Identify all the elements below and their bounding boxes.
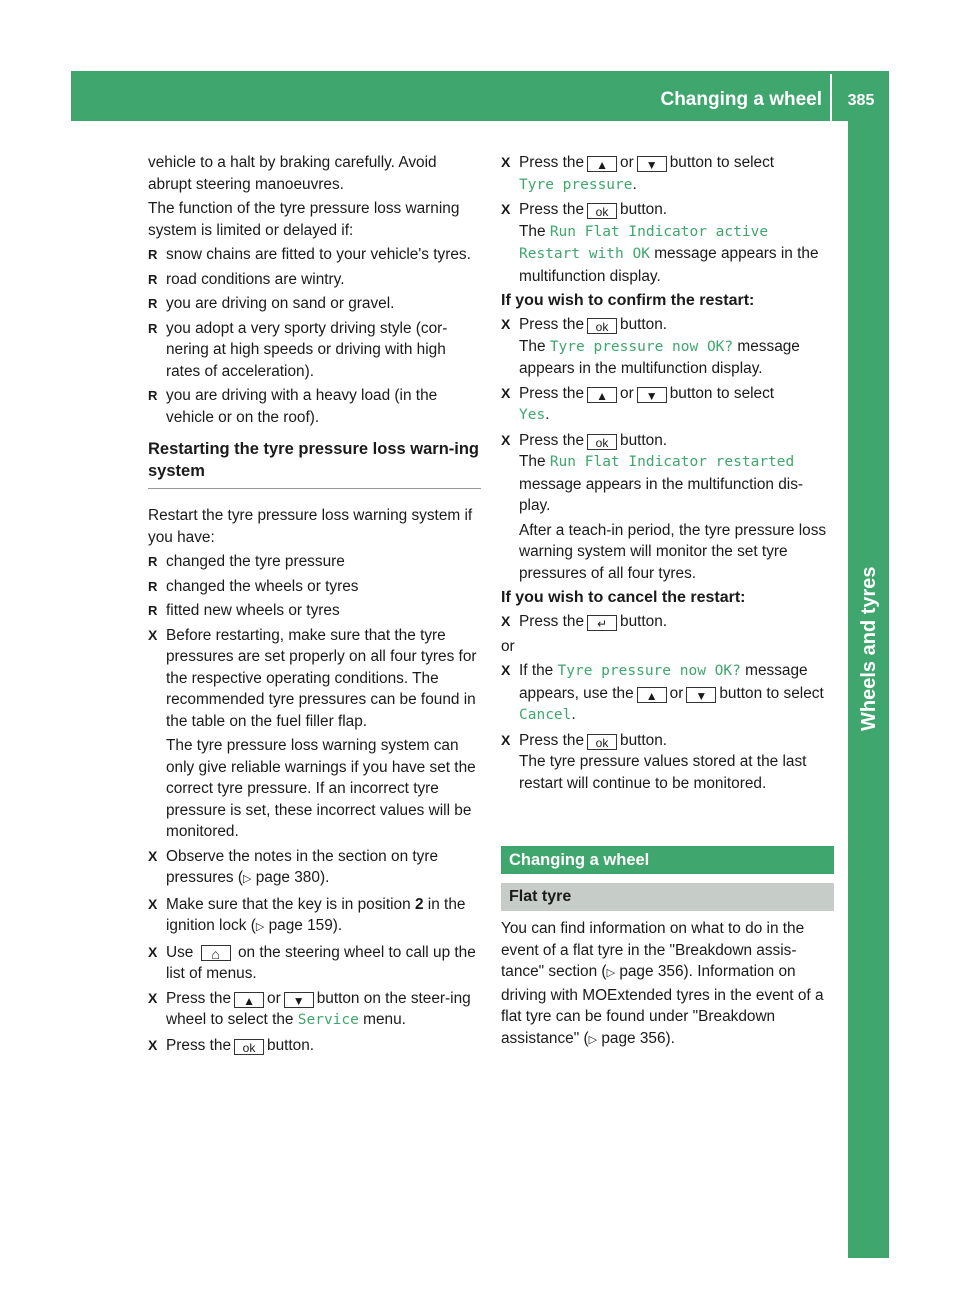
list-item: R road conditions are wintry. <box>148 269 481 291</box>
paragraph: Restart the tyre pressure loss warning system if you have: <box>148 507 473 546</box>
back-button-icon <box>587 615 617 631</box>
text: The <box>519 453 546 470</box>
menu-name: Service <box>297 1012 359 1028</box>
text: button to select <box>669 384 775 402</box>
text: . <box>571 706 576 723</box>
display-message: Tyre pressure now OK? <box>557 663 741 679</box>
right-column <box>501 152 834 1054</box>
text: The <box>519 222 546 240</box>
text: button on the steer-ing wheel to select the <box>166 989 471 1028</box>
text: Press the <box>519 316 585 333</box>
text: button to select <box>669 154 775 171</box>
text: button. <box>620 613 668 630</box>
text: message appears, use the <box>519 662 808 702</box>
step-item: X Before restarting, make sure that the tyre pressures are set properly on all four tyres for the respective operating conditions. The recommended tyre pressures can be found in the table on the fuel filler flap. <box>148 625 481 733</box>
text: Make sure that the key is in position <box>166 895 415 913</box>
text: button. <box>267 1036 315 1054</box>
display-message: Tyre pressure now OK? <box>549 338 734 355</box>
text: The tyre pressure values stored at the last restart will continue to be monitored. <box>519 753 807 792</box>
step-item <box>148 846 481 891</box>
text: button. <box>620 201 668 218</box>
page-ref-icon: ▷ <box>242 873 252 885</box>
text: . <box>545 406 550 423</box>
subsection-title: Flat tyre <box>501 883 834 911</box>
text: Press the <box>519 201 585 218</box>
text: Press the <box>519 384 585 402</box>
page-ref[interactable]: page 356 <box>619 963 684 980</box>
ok-button-icon: ok <box>234 1039 264 1055</box>
list-item: R snow chains are fitted to your vehicle's tyres. <box>148 244 481 266</box>
display-message: Restart with OK <box>519 246 650 262</box>
step-item <box>501 660 834 727</box>
step-item <box>501 611 834 633</box>
text: in the ignition lock ( <box>166 895 466 934</box>
step-item <box>501 730 834 795</box>
text: The <box>519 337 546 355</box>
section-title: Changing a wheel <box>501 846 834 874</box>
menu-item: Tyre pressure <box>519 176 633 193</box>
page-ref-icon: ▷ <box>255 921 265 933</box>
page-ref[interactable]: page 356 <box>601 1029 666 1047</box>
list-item: R you are driving with a heavy load (in the vehicle or on the roof). <box>148 385 481 428</box>
text: on the steering wheel to call up the list of menus. <box>166 943 476 982</box>
text: Press the <box>519 154 585 171</box>
ok-button-icon: ok <box>587 734 617 750</box>
text: ). <box>665 1029 675 1047</box>
page-ref-icon: ▷ <box>588 1033 598 1046</box>
ok-button-icon: ok <box>587 203 617 219</box>
text: or <box>267 989 281 1007</box>
text: ). <box>332 917 343 934</box>
text: button to select <box>719 684 824 702</box>
page-ref-icon: ▷ <box>606 967 616 979</box>
paragraph: The function of the tyre pressure loss warning system is limited or delayed if: <box>148 200 460 239</box>
text: button. <box>620 731 668 749</box>
text: button. <box>620 431 668 449</box>
page-number: 385 <box>847 92 875 109</box>
text: ). <box>319 869 330 886</box>
paragraph: or <box>501 637 515 655</box>
page-title: Changing a wheel <box>660 89 822 110</box>
header-divider <box>830 74 832 121</box>
text: or <box>620 384 634 402</box>
text: button. <box>620 316 668 333</box>
text: If the <box>519 662 554 679</box>
note: The tyre pressure loss warning system can only give reliable warnings if you have set the correct tyre pressure. If an incorrect tyre pressure is set, these incorrect values will be monitored. <box>166 737 476 840</box>
step-item <box>501 152 834 196</box>
note: After a teach-in period, the tyre pressure loss warning system will monitor the set tyre pressures of all four tyres. <box>519 521 827 582</box>
list-item: R you are driving on sand or gravel. <box>148 293 481 315</box>
text: message appears in the multifunction display. <box>519 337 800 377</box>
down-button-icon <box>686 687 716 703</box>
up-button-icon <box>587 156 617 172</box>
down-button-icon <box>637 156 667 172</box>
ok-button-icon: ok <box>587 434 617 450</box>
text: Use <box>166 943 194 961</box>
paragraph: vehicle to a halt by braking carefully. Avoid abrupt steering manoeuvres. <box>148 154 437 193</box>
text: ). Information on driving with MOExtended tyres in the event of a flat tyre can be found under "Breakdown assistance" ( <box>501 963 824 1047</box>
list-item: R you adopt a very sporty driving style (cor-nering at high speeds or driving with high rates of acceleration). <box>148 318 481 383</box>
text: Observe the notes in the section on tyre pressures ( <box>166 847 439 886</box>
side-tab-label: Wheels and tyres <box>858 566 880 731</box>
down-button-icon <box>637 387 667 403</box>
list-item: R fitted new wheels or tyres <box>148 600 481 622</box>
text: menu. <box>363 1011 406 1028</box>
up-button-icon <box>637 687 667 703</box>
text: Press the <box>166 989 232 1007</box>
text: Press the <box>166 1036 232 1054</box>
text: or <box>620 154 634 171</box>
text: Press the <box>519 613 585 630</box>
page-ref[interactable]: page 159 <box>268 917 333 934</box>
step-item <box>501 430 834 517</box>
subheading: If you wish to cancel the restart: <box>501 589 746 606</box>
list-item: R changed the wheels or tyres <box>148 576 481 598</box>
display-message: Run Flat Indicator restarted <box>549 454 795 470</box>
display-message: Run Flat Indicator active <box>549 223 769 240</box>
text: . <box>632 175 637 193</box>
key-position: 2 <box>414 895 424 913</box>
menu-item: Yes <box>519 407 546 423</box>
subheading: If you wish to confirm the restart: <box>501 292 755 309</box>
paragraph <box>0 918 834 1051</box>
step-item <box>501 314 834 380</box>
text: Press the <box>519 731 585 749</box>
text: message appears in the multifunction dis-play. <box>519 475 804 514</box>
step-item <box>501 199 834 287</box>
text: You can find information on what to do in the event of a flat tyre in the "Breakdown assis-tance" section ( <box>501 920 805 980</box>
text: message appears in the multifunction display. <box>519 245 819 285</box>
text: Press the <box>519 431 585 449</box>
up-button-icon <box>587 387 617 403</box>
menu-item: Cancel <box>519 707 572 723</box>
step-item <box>501 383 834 427</box>
section-heading: Restarting the tyre pressure loss warn-ing system <box>148 438 481 489</box>
text: or <box>669 684 684 702</box>
page-ref[interactable]: page 380 <box>255 869 320 886</box>
list-item: R changed the tyre pressure <box>148 551 481 573</box>
ok-button-icon: ok <box>587 318 617 334</box>
